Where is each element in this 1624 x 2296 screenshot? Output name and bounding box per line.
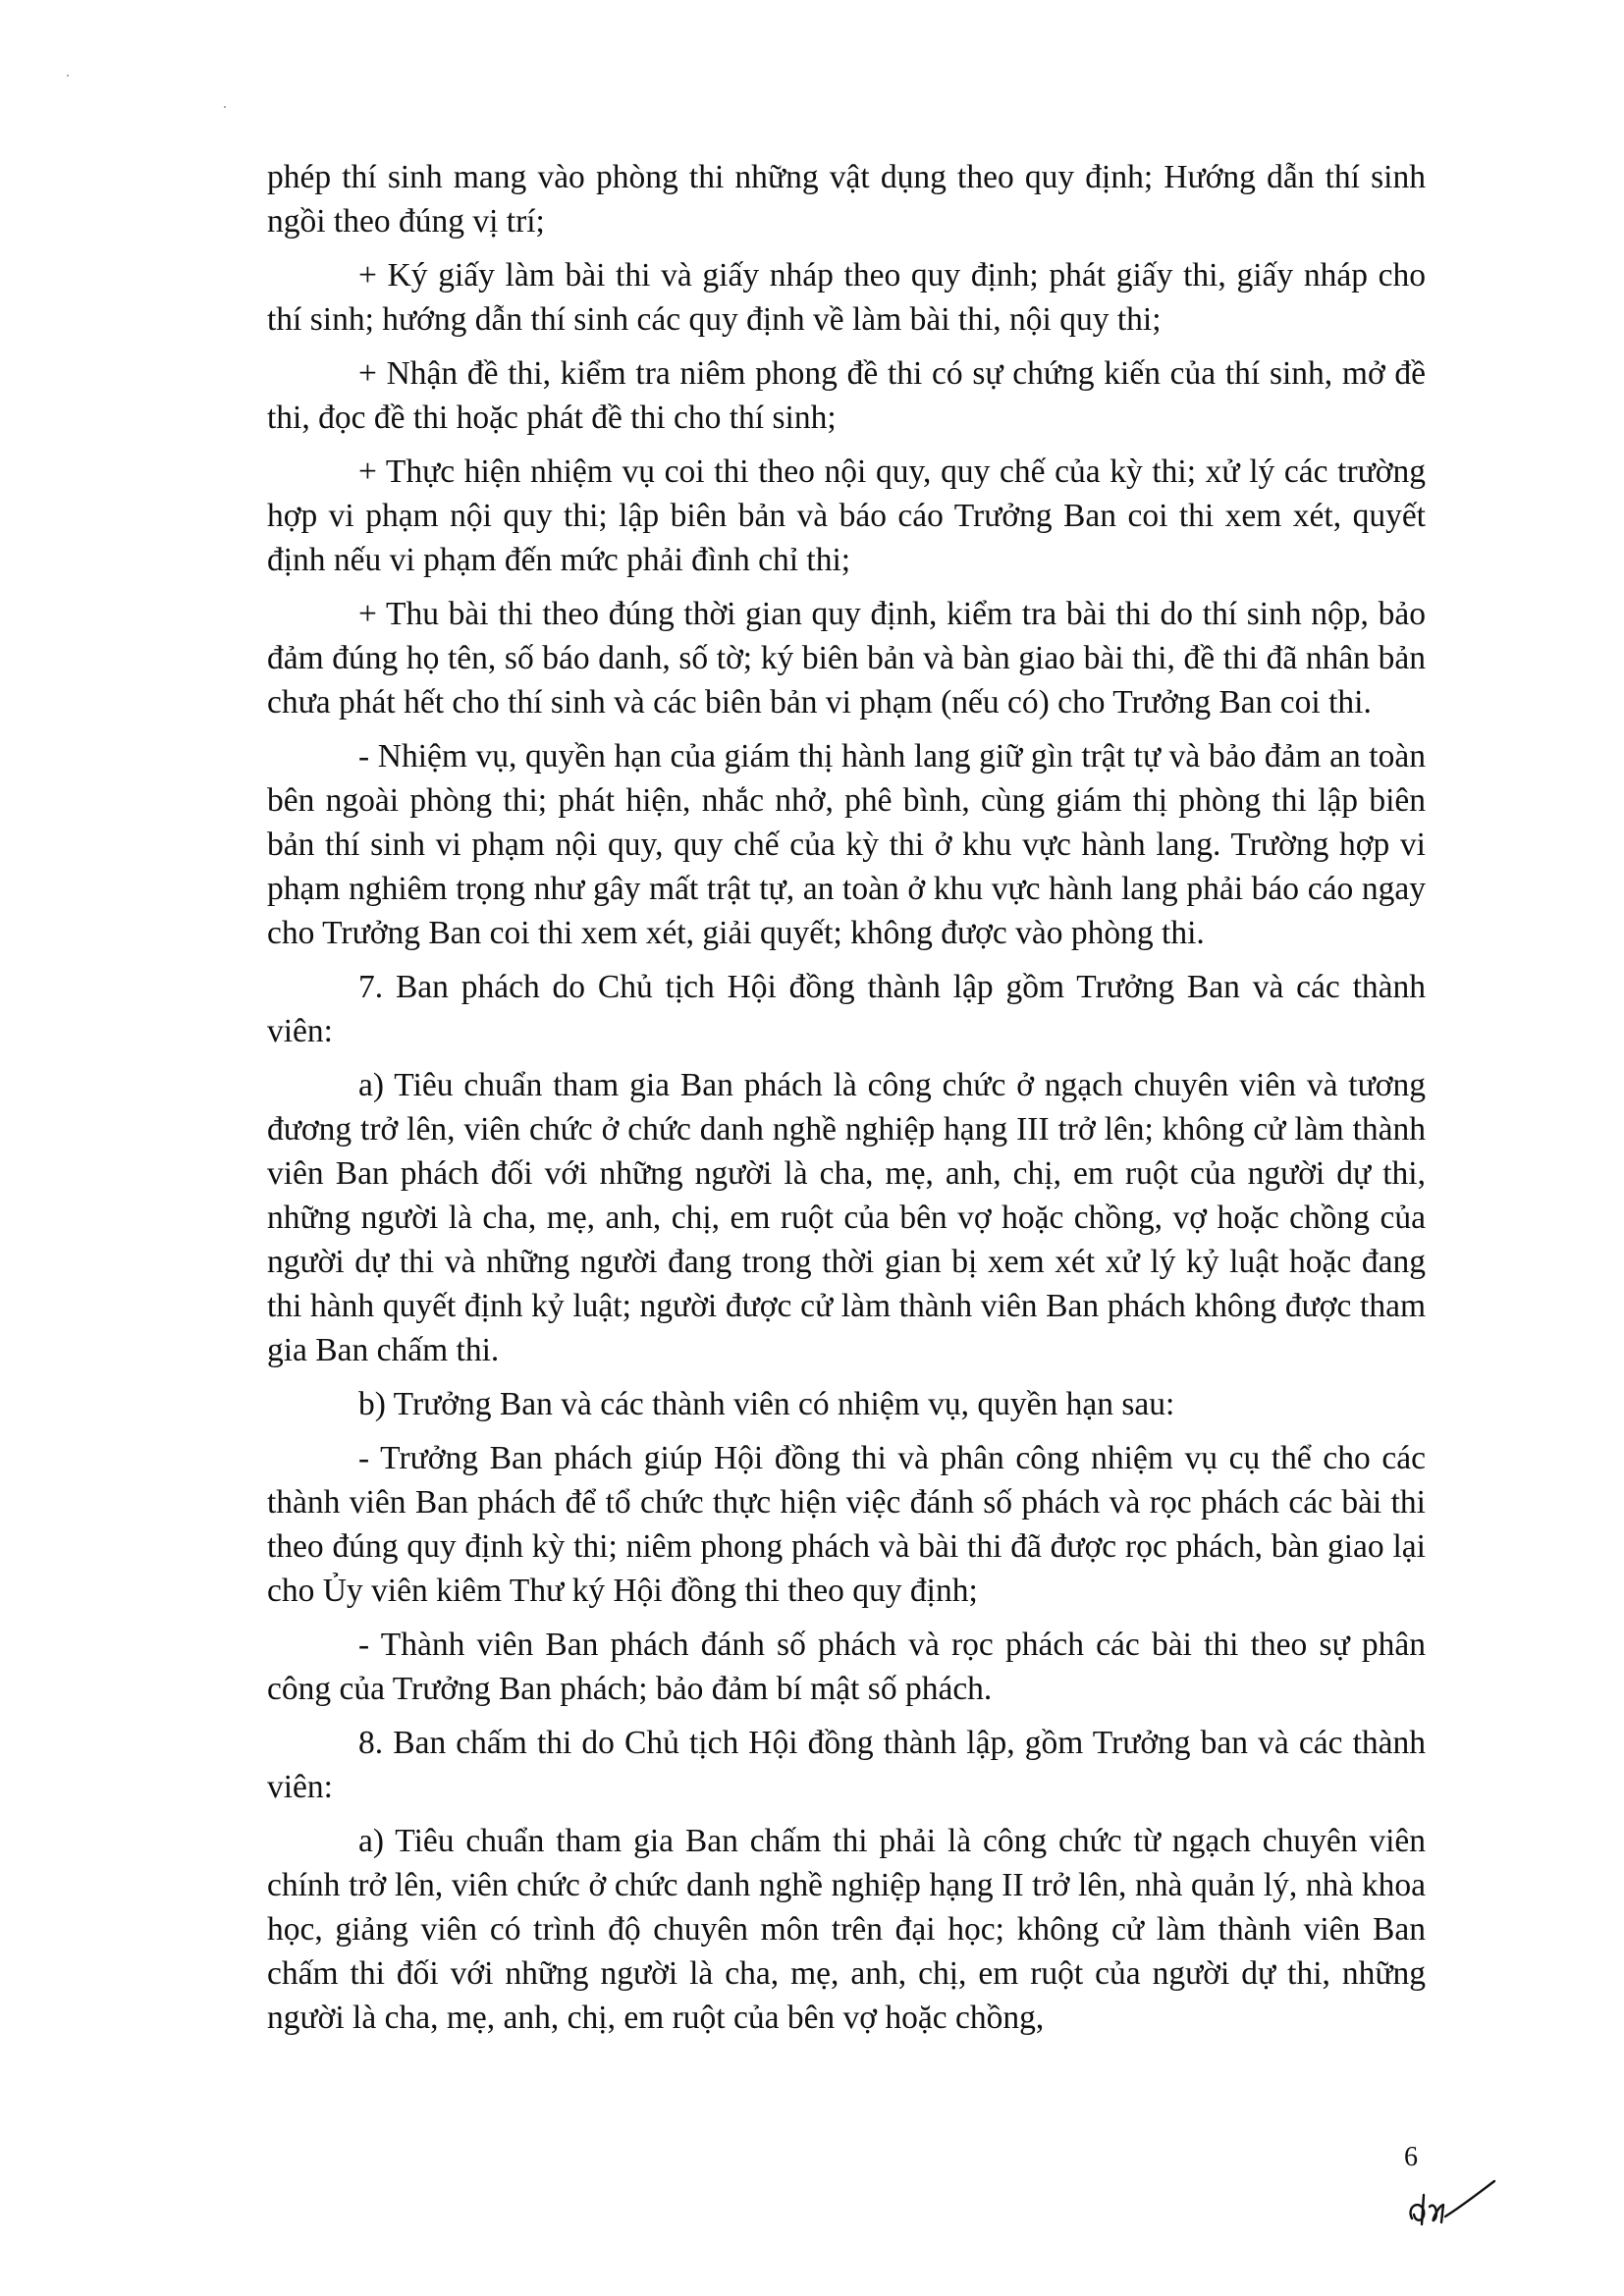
paragraph-section-8: 8. Ban chấm thi do Chủ tịch Hội đồng thành lập, gồm Trưởng ban và các thành viên: (267, 1725, 1426, 1805)
paragraph-7b-members: - Thành viên Ban phách đánh số phách và rọc phách các bài thi theo sự phân công của Trưởng Ban phách; bảo đảm bí mật số phách. (267, 1627, 1426, 1707)
paragraph-receive-exam: + Nhận đề thi, kiểm tra niêm phong đề thi có sự chứng kiến của thí sinh, mở đề thi, đọc đề thi hoặc phát đề thi cho thí sinh; (267, 355, 1426, 436)
paragraph-section-7: 7. Ban phách do Chủ tịch Hội đồng thành lập gồm Trưởng Ban và các thành viên: (267, 969, 1426, 1049)
paragraph-invigilation-duty: + Thực hiện nhiệm vụ coi thi theo nội quy, quy chế của kỳ thi; xử lý các trường hợp vi phạm nội quy thi; lập biên bản và báo cáo Trưởng Ban coi thi xem xét, quyết định nếu vi phạm đến mức phải đình chỉ thi; (267, 454, 1426, 578)
paragraph-7a-criteria: a) Tiêu chuẩn tham gia Ban phách là công chức ở ngạch chuyên viên và tương đương trở lên, viên chức ở chức danh nghề nghiệp hạng III trở lên; không cử làm thành viên Ban phách đối với những người là cha, mẹ, anh, chị, em ruột của người dự thi, những người là cha, mẹ, anh, chị, em ruột của bên vợ hoặc chồng, vợ hoặc chồng của người dự thi và những người đang trong thời gian bị xem xét xử lý kỷ luật hoặc đang thi hành quyết định kỷ luật; người được cử làm thành viên Ban phách không được tham gia Ban chấm thi. (267, 1067, 1426, 1368)
paragraph-continuation: phép thí sinh mang vào phòng thi những vật dụng theo quy định; Hướng dẫn thí sinh ngồi theo đúng vị trí; (267, 159, 1426, 240)
paragraph-7b-duties: b) Trưởng Ban và các thành viên có nhiệm vụ, quyền hạn sau: (358, 1386, 1175, 1422)
scan-speck (224, 106, 226, 108)
paragraph-corridor-proctor: - Nhiệm vụ, quyền hạn của giám thị hành lang giữ gìn trật tự và bảo đảm an toàn bên ngoài phòng thi; phát hiện, nhắc nhở, phê bình, cùng giám thị phòng thi lập biên bản thí sinh vi phạm nội quy, quy chế của kỳ thi ở khu vực hành lang. Trường hợp vi phạm nghiêm trọng như gây mất trật tự, an toàn ở khu vực hành lang phải báo cáo ngay cho Trưởng Ban coi thi xem xét, giải quyết; không được vào phòng thi. (267, 738, 1426, 951)
paragraph-7b-head: - Trưởng Ban phách giúp Hội đồng thi và phân công nhiệm vụ cụ thể cho các thành viên Ban phách để tổ chức thực hiện việc đánh số phách và rọc phách các bài thi theo đúng quy định kỳ thi; niêm phong phách và bài thi đã được rọc phách, bàn giao lại cho Ủy viên kiêm Thư ký Hội đồng thi theo quy định; (267, 1440, 1426, 1609)
paragraph-8a-criteria: a) Tiêu chuẩn tham gia Ban chấm thi phải là công chức từ ngạch chuyên viên chính trở lên, viên chức ở chức danh nghề nghiệp hạng II trở lên, nhà quản lý, nhà khoa học, giảng viên có trình độ chuyên môn trên đại học; không cử làm thành viên Ban chấm thi đối với những người là cha, mẹ, anh, chị, em ruột của người dự thi, những người là cha, mẹ, anh, chị, em ruột của bên vợ hoặc chồng, (267, 1823, 1426, 2036)
handwritten-initials (1402, 2177, 1500, 2236)
scan-speck (67, 75, 69, 77)
paragraph-sign-papers: + Ký giấy làm bài thi và giấy nháp theo quy định; phát giấy thi, giấy nháp cho thí sinh; hướng dẫn thí sinh các quy định về làm bài thi, nội quy thi; (267, 257, 1426, 338)
page-number: 6 (1404, 2142, 1418, 2172)
document-body (267, 155, 1426, 2050)
paragraph-collect-papers: + Thu bài thi theo đúng thời gian quy định, kiểm tra bài thi do thí sinh nộp, bảo đảm đúng họ tên, số báo danh, số tờ; ký biên bản và bàn giao bài thi, đề thi đã nhân bản chưa phát hết cho thí sinh và các biên bản vi phạm (nếu có) cho Trưởng Ban coi thi. (267, 596, 1426, 721)
